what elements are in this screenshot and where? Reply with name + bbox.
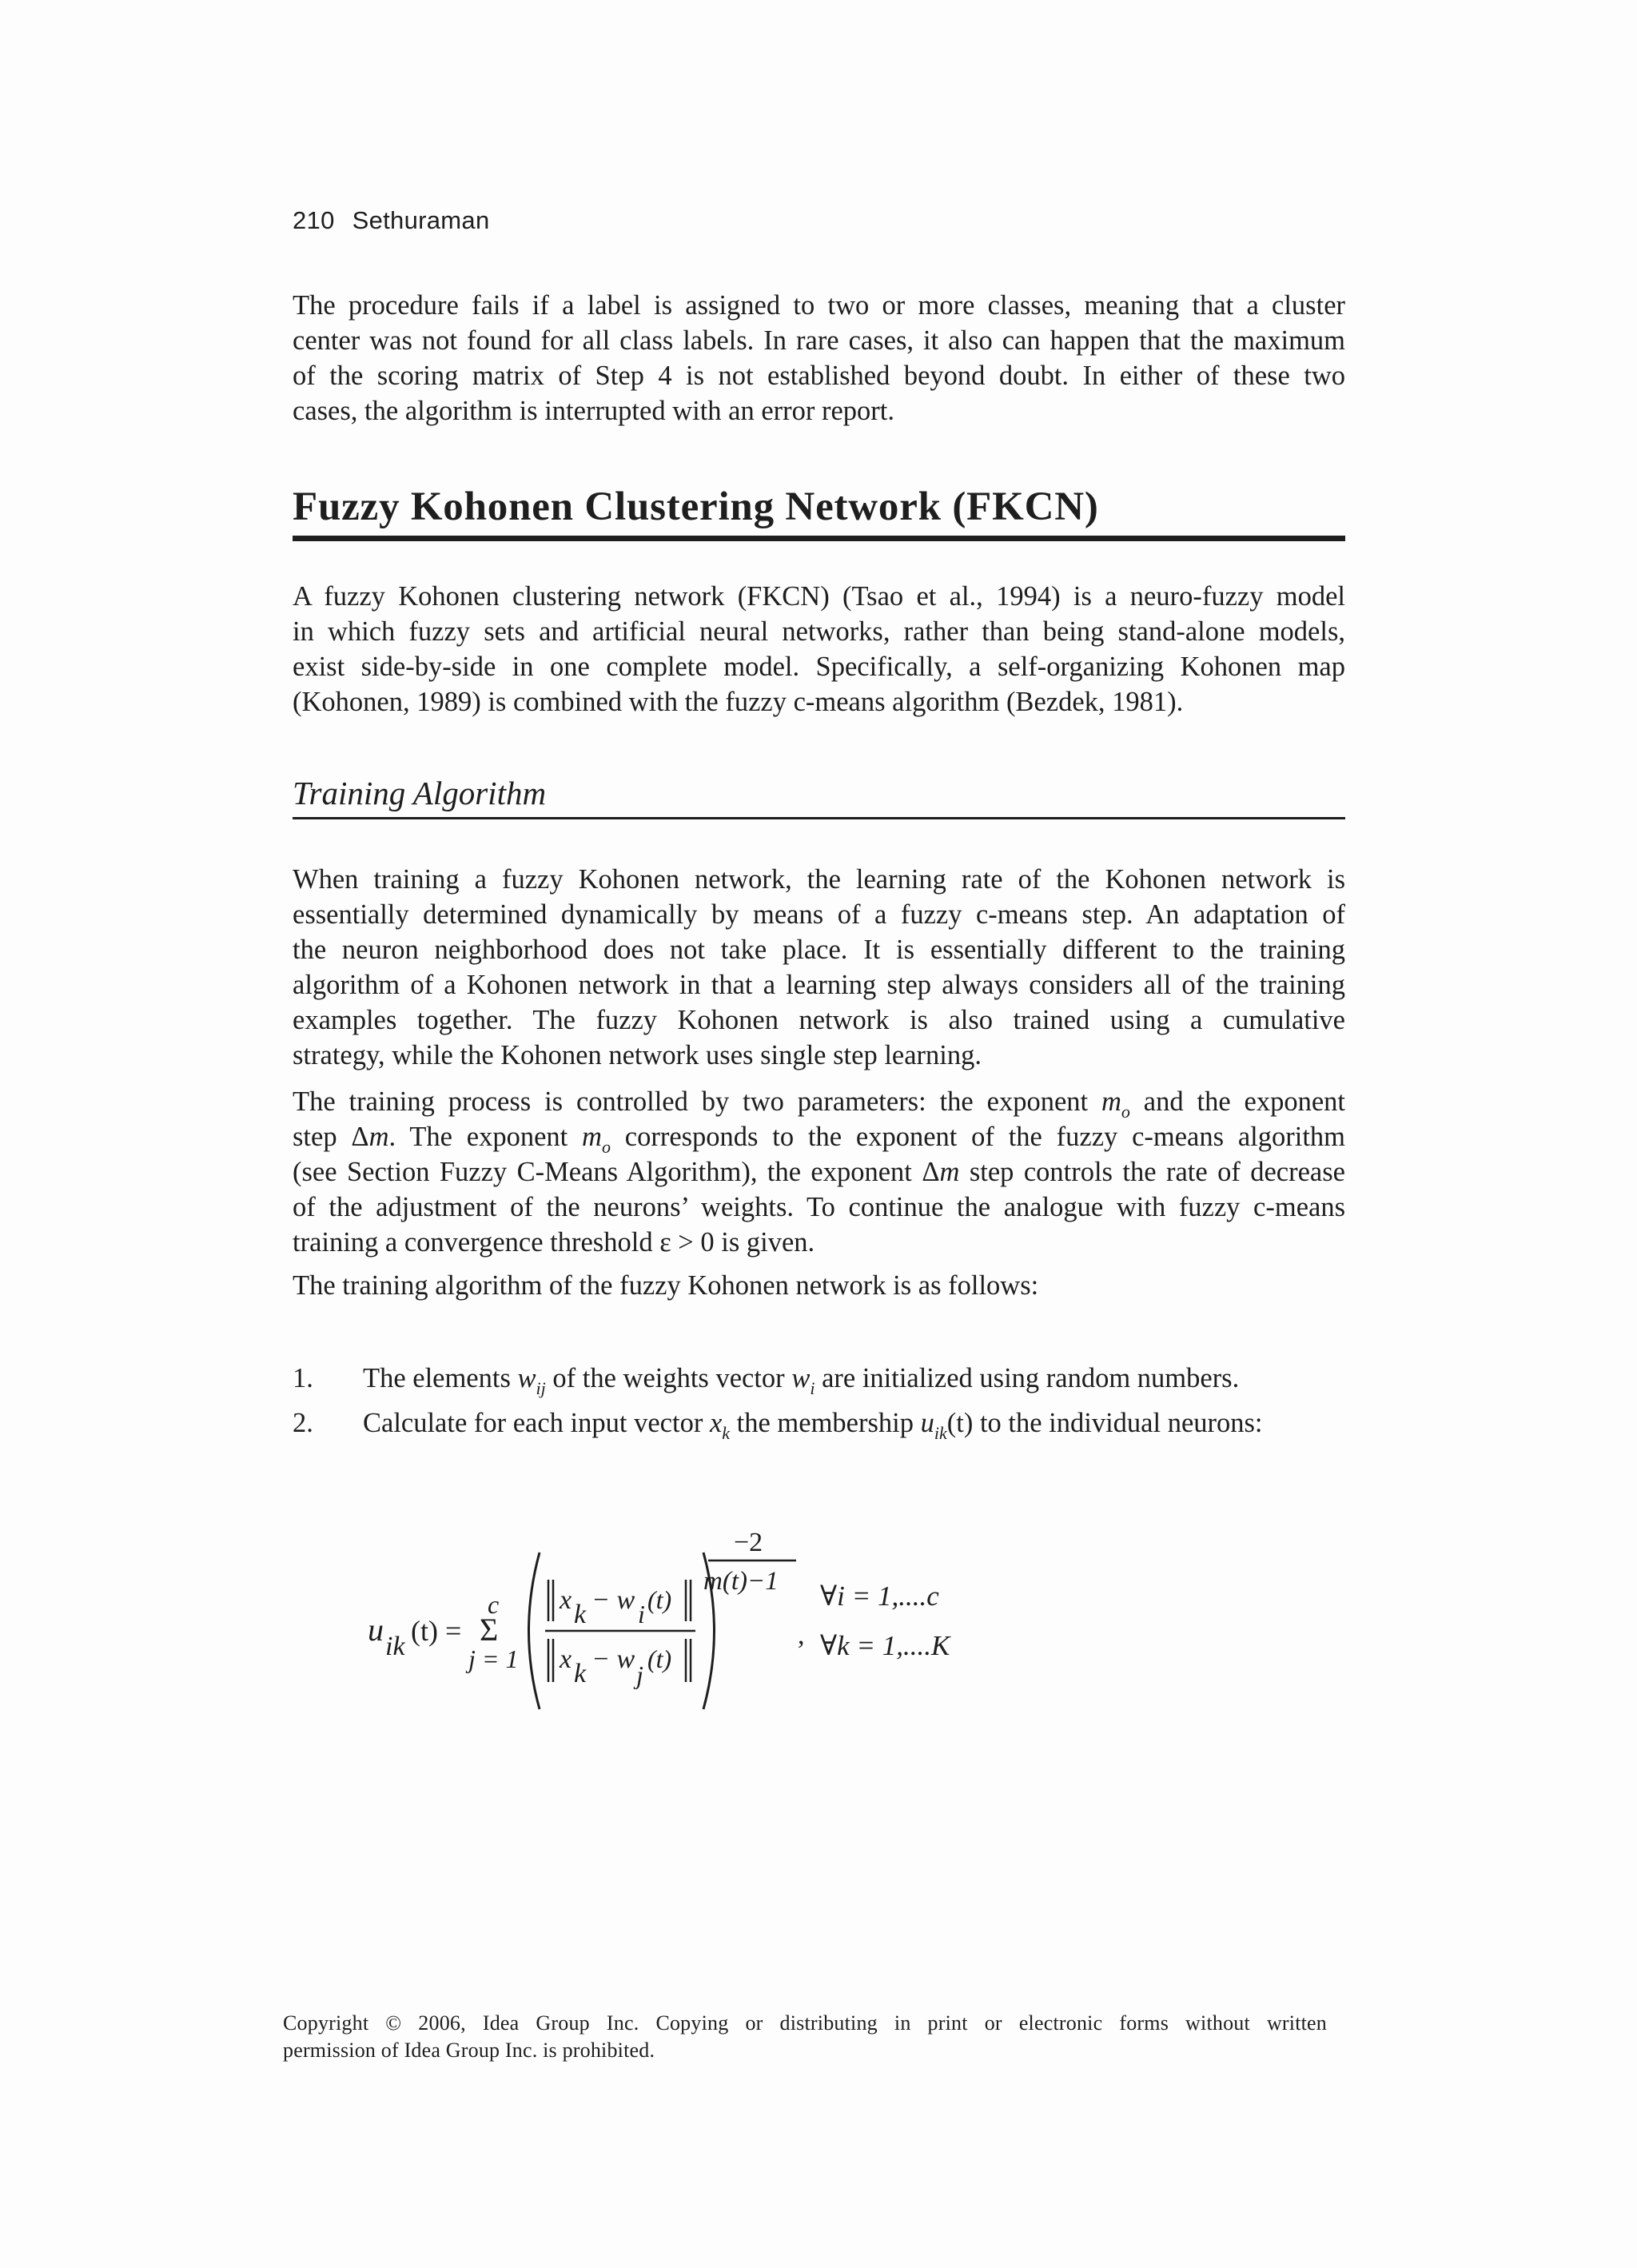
formula-cond-i: ∀i = 1,....c [820,1580,939,1612]
formula-num-x-sub: k [574,1600,587,1629]
training-line: training a convergence threshold ε > 0 is given. [293,1227,815,1258]
section-line: in which fuzzy sets and artificial neural networks, rather than being stand-alone models, [293,616,1345,647]
section-paragraph [293,579,1345,719]
list-item: 2. Calculate for each input vector $x_k$ the membership $u_{ik}(t)$ to the individual neurons: [293,1405,1263,1441]
formula-exp-denominator: m(t)−1 [703,1567,779,1596]
training-line: step Δm. The exponent $m_o$ corresponds to the exponent of the fuzzy c-means algorithm [293,1122,1346,1157]
running-head-author: Sethuraman [352,206,490,234]
formula-lhs-var: u [368,1612,384,1648]
list-number: 1. [293,1363,313,1393]
training-line: of the adjustment of the neurons’ weights. To continue the analogue with fuzzy c-means [293,1192,1345,1222]
training-paragraph-3 [293,1268,1345,1303]
section-line: A fuzzy Kohonen clustering network (FKCN) (Tsao et al., 1994) is a neuro-fuzzy model [293,581,1345,612]
footer-line: permission of Idea Group Inc. is prohibited. [283,2039,655,2062]
formula-den-x-sub: k [574,1659,587,1688]
formula-den-arg: (t) [647,1644,672,1673]
intro-paragraph [293,288,1345,428]
formula-den-x: x [560,1644,572,1674]
training-line: strategy, while the Kohonen network uses single step learning. [293,1040,982,1070]
list-item: 1. The elements $w_{ij}$ of the weights vector $w_i$ are initialized using random numbers. [293,1361,1239,1396]
training-line: The training algorithm of the fuzzy Kohonen network is as follows: [293,1270,1039,1301]
training-line: (see Section Fuzzy C-Means Algorithm), the exponent Δm step controls the rate of decrease [293,1157,1345,1187]
page-number: 210 [293,206,335,234]
subsection-heading: Training Algorithm [293,772,1345,819]
training-line: When training a fuzzy Kohonen network, the learning rate of the Kohonen network is [293,864,1345,895]
copyright-footer [283,2010,1327,2064]
formula-left-paren [529,1553,540,1709]
section-line: exist side-by-side in one complete model. Specifically, a self-organizing Kohonen map [293,652,1345,682]
formula-den-minus: − w [591,1644,635,1674]
training-line: examples together. The fuzzy Kohonen network is also trained using a cumulative [293,1005,1345,1035]
intro-line: cases, the algorithm is interrupted with an error report. [293,396,895,426]
training-line: the neuron neighborhood does not take place. It is essentially different to the training [293,935,1345,965]
intro-line: center was not found for all class labels. In rare cases, it also can happen that the maximum [293,325,1345,356]
formula-cond-k: ∀k = 1,....K [820,1630,950,1661]
formula-sum-upper: c [488,1590,500,1619]
section-heading: Fuzzy Kohonen Clustering Network (FKCN) [293,481,1345,541]
training-line: The training process is controlled by two parameters: the exponent $m_o$ and the exponent [293,1086,1346,1122]
formula-num-arg: (t) [647,1585,672,1614]
formula-sum-symbol: Σ [480,1612,499,1648]
training-line: algorithm of a Kohonen network in that a learning step always considers all of the training [293,970,1345,1000]
list-number: 2. [293,1408,313,1438]
formula-lhs-sub: ik [385,1632,405,1661]
formula-num-w-sub: i [638,1600,645,1628]
running-header [293,206,490,235]
formula-num-minus: − w [591,1585,635,1615]
membership-formula [352,1519,1071,1727]
formula-comma: , [798,1620,805,1650]
formula-den-w-sub: j [636,1660,643,1689]
formula-num-x: x [560,1585,572,1615]
training-line: essentially determined dynamically by means of a fuzzy c-means step. An adaptation of [293,899,1345,930]
training-paragraph-2 [293,1084,1345,1260]
formula-lhs-arg: (t) = [411,1615,462,1647]
training-paragraph-1 [293,862,1345,1073]
formula-exp-numerator: −2 [734,1528,763,1557]
intro-line: of the scoring matrix of Step 4 is not established beyond doubt. In either of these two [293,361,1345,391]
intro-line: The procedure fails if a label is assigned to two or more classes, meaning that a cluster [293,290,1345,321]
section-line: (Kohonen, 1989) is combined with the fuzzy c-means algorithm (Bezdek, 1981). [293,687,1184,717]
footer-line: Copyright © 2006, Idea Group Inc. Copying or distributing in print or electronic forms without written [283,2011,1327,2035]
formula-sum-lower: j = 1 [468,1644,519,1673]
